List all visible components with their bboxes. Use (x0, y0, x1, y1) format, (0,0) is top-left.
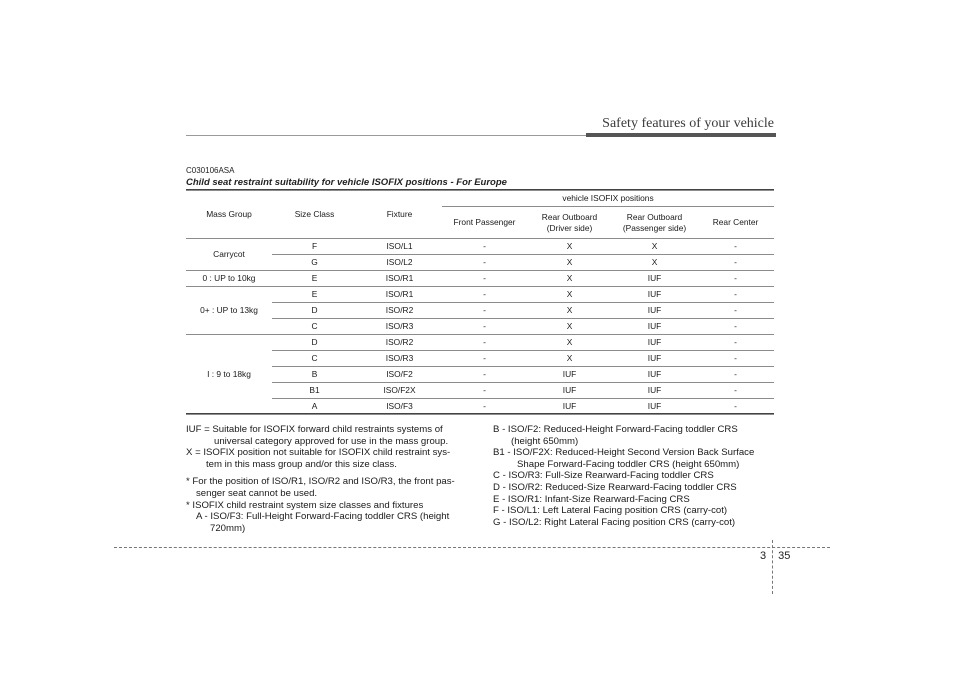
note-x: X = ISOFIX position not suitable for ISOFIX child restraint sys- (186, 447, 451, 459)
cell-rear-center: - (697, 239, 774, 255)
cell-size: D (272, 335, 357, 351)
cell-rear-passenger: IUF (612, 335, 697, 351)
table-row (186, 239, 774, 255)
cell-size: E (272, 271, 357, 287)
note-class-d: D - ISO/R2: Reduced-Size Rearward-Facing toddler CRS (493, 481, 737, 493)
header-accent-bar (586, 133, 776, 137)
cell-rear-driver: X (527, 303, 612, 319)
table-row (186, 367, 774, 383)
cell-rear-driver: X (527, 271, 612, 287)
note-iuf: IUF = Suitable for ISOFIX forward child restraints systems of (186, 424, 443, 435)
header-rear-outboard-passenger (612, 207, 697, 239)
cell-rear-center: - (697, 399, 774, 415)
table-row (186, 351, 774, 367)
header-line: Rear Outboard (626, 212, 683, 222)
note-class-b: B - ISO/F2: Reduced-Height Forward-Facing toddler CRS (493, 424, 738, 435)
cell-rear-center: - (697, 287, 774, 303)
header-rear-center: Rear Center (697, 207, 774, 239)
note-class-e: E - ISO/R1: Infant-Size Rearward-Facing CRS (493, 493, 690, 505)
cell-front: - (442, 319, 527, 335)
cell-rear-center: - (697, 271, 774, 287)
cell-front: - (442, 383, 527, 399)
note-class-c: C - ISO/R3: Full-Size Rearward-Facing toddler CRS (493, 470, 714, 482)
table-row (186, 287, 774, 303)
cell-fixture: ISO/R3 (357, 351, 442, 367)
cell-fixture: ISO/F2X (357, 383, 442, 399)
note-class-b1: B1 - ISO/F2X: Reduced-Height Second Version Back Surface (493, 447, 755, 459)
mass-group-0plus: 0+ : UP to 13kg (186, 287, 272, 335)
note-class-a: A - ISO/F3: Full-Height Forward-Facing toddler CRS (height (196, 511, 450, 523)
cell-fixture: ISO/L2 (357, 255, 442, 271)
header-line: Rear Outboard (541, 212, 598, 222)
cell-front: - (442, 239, 527, 255)
cell-rear-center: - (697, 351, 774, 367)
cell-rear-driver: X (527, 287, 612, 303)
header-title: Safety features of your vehicle (602, 116, 774, 131)
note-class-g: G - ISO/L2: Right Lateral Facing position CRS (carry-cot) (493, 516, 736, 528)
cell-fixture: ISO/R1 (357, 271, 442, 287)
cell-rear-driver: X (527, 255, 612, 271)
cell-front: - (442, 271, 527, 287)
header-line: (Driver side) (546, 222, 593, 233)
note-iuf-cont: universal category approved for use in the mass group. (214, 435, 449, 447)
cell-rear-passenger: IUF (612, 303, 697, 319)
cell-size: G (272, 255, 357, 271)
footer-rule (114, 547, 830, 548)
cell-rear-center: - (697, 367, 774, 383)
cell-size: B1 (272, 383, 357, 399)
cell-rear-driver: X (527, 239, 612, 255)
header-size-class: Size Class (272, 191, 357, 239)
cell-fixture: ISO/R2 (357, 303, 442, 319)
footer-divider (772, 540, 773, 594)
cell-rear-passenger: IUF (612, 399, 697, 415)
table-row (186, 383, 774, 399)
cell-fixture: ISO/R1 (357, 287, 442, 303)
cell-size: C (272, 351, 357, 367)
cell-rear-center: - (697, 383, 774, 399)
cell-front: - (442, 335, 527, 351)
table-row (186, 271, 774, 287)
cell-front: - (442, 399, 527, 415)
cell-rear-passenger: IUF (612, 319, 697, 335)
cell-front: - (442, 255, 527, 271)
table-row (186, 335, 774, 351)
table-bottom-rule (186, 413, 774, 414)
cell-fixture: ISO/L1 (357, 239, 442, 255)
cell-rear-driver: IUF (527, 383, 612, 399)
cell-size: B (272, 367, 357, 383)
note-star-position: * For the position of ISO/R1, ISO/R2 and ISO/R3, the front pas- (186, 476, 455, 488)
note-class-b-cont: (height 650mm) (511, 435, 579, 447)
mass-group-carrycot: Carrycot (186, 239, 272, 271)
header-front-passenger: Front Passenger (442, 207, 527, 239)
cell-rear-passenger: IUF (612, 367, 697, 383)
cell-rear-passenger: X (612, 255, 697, 271)
cell-fixture: ISO/F2 (357, 367, 442, 383)
header-mass-group: Mass Group (186, 191, 272, 239)
isofix-suitability-table (186, 190, 774, 415)
notes-left (186, 424, 474, 534)
cell-front: - (442, 351, 527, 367)
note-class-b1-cont: Shape Forward-Facing toddler CRS (height 650mm) (517, 458, 740, 470)
section-code: C030106ASA (186, 166, 235, 175)
table-row (186, 319, 774, 335)
cell-rear-center: - (697, 255, 774, 271)
page-number (760, 550, 790, 562)
cell-rear-center: - (697, 303, 774, 319)
section-title: Child seat restraint suitability for vehicle ISOFIX positions - For Europe (186, 177, 507, 188)
cell-rear-passenger: IUF (612, 271, 697, 287)
cell-rear-driver: IUF (527, 367, 612, 383)
cell-rear-passenger: IUF (612, 351, 697, 367)
cell-rear-driver: X (527, 335, 612, 351)
cell-size: A (272, 399, 357, 415)
mass-group-1: I : 9 to 18kg (186, 335, 272, 415)
note-x-cont: tem in this mass group and/or this size class. (206, 458, 397, 470)
header-fixture: Fixture (357, 191, 442, 239)
cell-rear-driver: X (527, 351, 612, 367)
cell-fixture: ISO/R2 (357, 335, 442, 351)
cell-rear-passenger: IUF (612, 287, 697, 303)
cell-rear-driver: IUF (527, 399, 612, 415)
cell-rear-center: - (697, 335, 774, 351)
header-rear-outboard-driver (527, 207, 612, 239)
cell-rear-passenger: IUF (612, 383, 697, 399)
header-line: (Passenger side) (622, 222, 687, 233)
cell-size: D (272, 303, 357, 319)
note-star-position-cont: senger seat cannot be used. (196, 487, 318, 499)
header-isofix-positions: vehicle ISOFIX positions (442, 191, 774, 207)
page-index: 35 (778, 550, 791, 562)
table-row (186, 303, 774, 319)
mass-group-0: 0 : UP to 10kg (186, 271, 272, 287)
cell-size: C (272, 319, 357, 335)
cell-front: - (442, 367, 527, 383)
note-class-a-cont: 720mm) (210, 522, 246, 534)
cell-fixture: ISO/R3 (357, 319, 442, 335)
cell-rear-driver: X (527, 319, 612, 335)
cell-rear-passenger: X (612, 239, 697, 255)
cell-fixture: ISO/F3 (357, 399, 442, 415)
cell-front: - (442, 287, 527, 303)
cell-size: E (272, 287, 357, 303)
cell-size: F (272, 239, 357, 255)
cell-front: - (442, 303, 527, 319)
cell-rear-center: - (697, 319, 774, 335)
notes-right (493, 424, 774, 528)
note-star-classes: * ISOFIX child restraint system size classes and fixtures (186, 499, 424, 511)
note-class-f: F - ISO/L1: Left Lateral Facing position CRS (carry-cot) (493, 505, 728, 517)
section-number: 3 (760, 550, 767, 562)
table-row (186, 255, 774, 271)
